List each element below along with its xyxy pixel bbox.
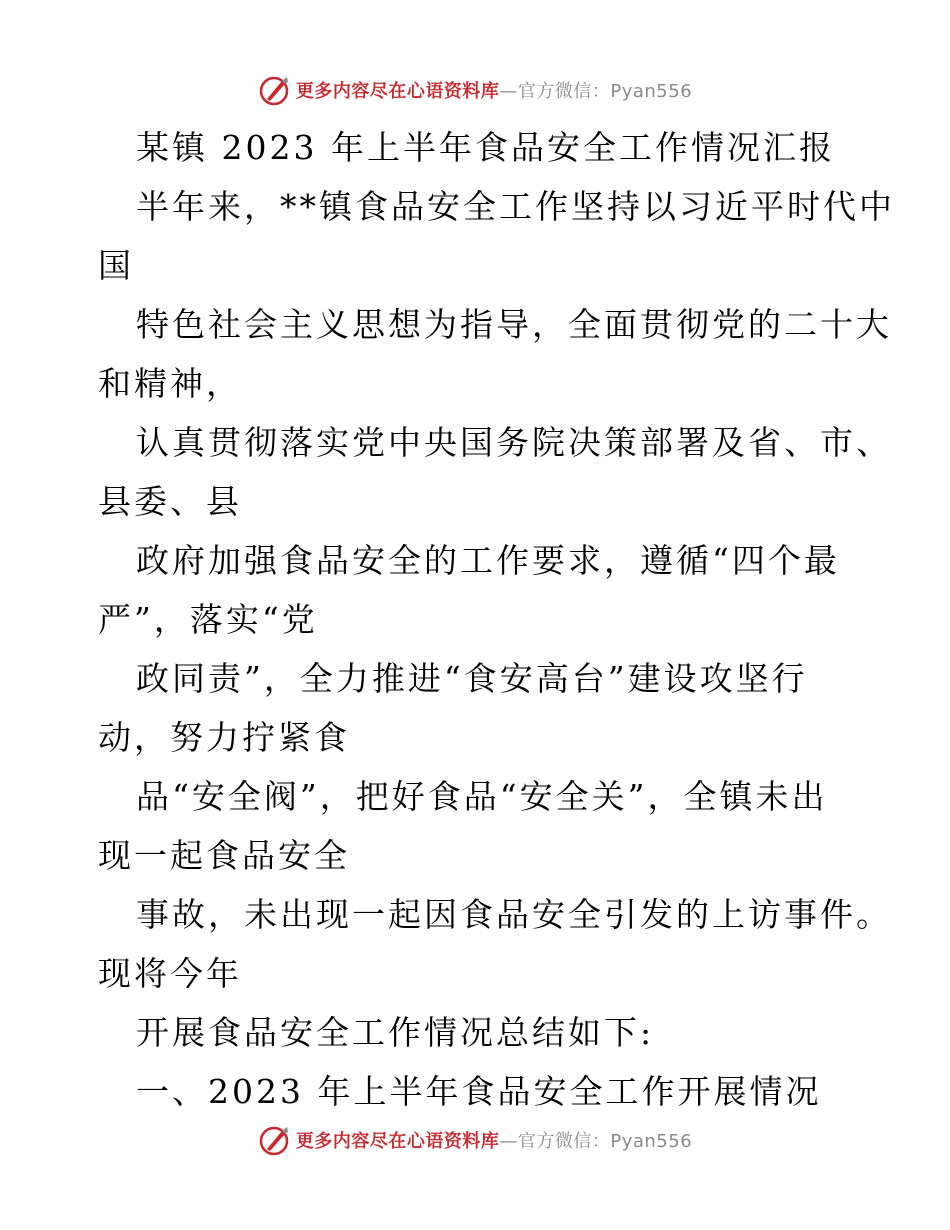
paragraph-line: 政府加强食品安全的工作要求，遵循“四个最 [136, 541, 840, 580]
paragraph-line: 半年来，**镇食品安全工作坚持以习近平时代中 [136, 187, 895, 226]
paragraph-line: 国 [98, 246, 134, 285]
paragraph-line: 严”，落实“党 [98, 600, 318, 639]
paragraph-line: 动，努力拧紧食 [98, 718, 350, 757]
paragraph-line: 县委、县 [98, 482, 242, 521]
paragraph-line: 现一起食品安全 [98, 836, 350, 875]
quill-pen-circle-icon [258, 73, 292, 107]
paragraph-line: 和精神， [98, 364, 242, 403]
document-title: 某镇 2023 年上半年食品安全工作情况汇报 [136, 128, 835, 167]
watermark-prefix: 更多内容尽在心语资料库 [295, 81, 500, 102]
watermark-prefix: 更多内容尽在心语资料库 [295, 1131, 500, 1152]
footer-watermark [0, 1120, 950, 1160]
paragraph-line: 开展食品安全工作情况总结如下: [136, 1013, 655, 1052]
watermark-suffix: —官方微信：Pyan556 [499, 1131, 693, 1152]
document-body [98, 118, 895, 1121]
quill-pen-circle-icon [258, 1123, 292, 1157]
header-watermark [0, 70, 950, 110]
paragraph-line: 政同责”，全力推进“食安高台”建设攻坚行 [136, 659, 808, 698]
paragraph-line: 特色社会主义思想为指导，全面贯彻党的二十大 [136, 305, 892, 344]
paragraph-line: 现将今年 [98, 954, 242, 993]
watermark-suffix: —官方微信：Pyan556 [499, 81, 693, 102]
paragraph-line: 一、2023 年上半年食品安全工作开展情况 [136, 1072, 822, 1111]
paragraph-line: 品“安全阀”，把好食品“安全关”，全镇未出 [136, 777, 828, 816]
paragraph-line: 认真贯彻落实党中央国务院决策部署及省、市、 [136, 423, 892, 462]
paragraph-line: 事故，未出现一起因食品安全引发的上访事件。 [136, 895, 892, 934]
